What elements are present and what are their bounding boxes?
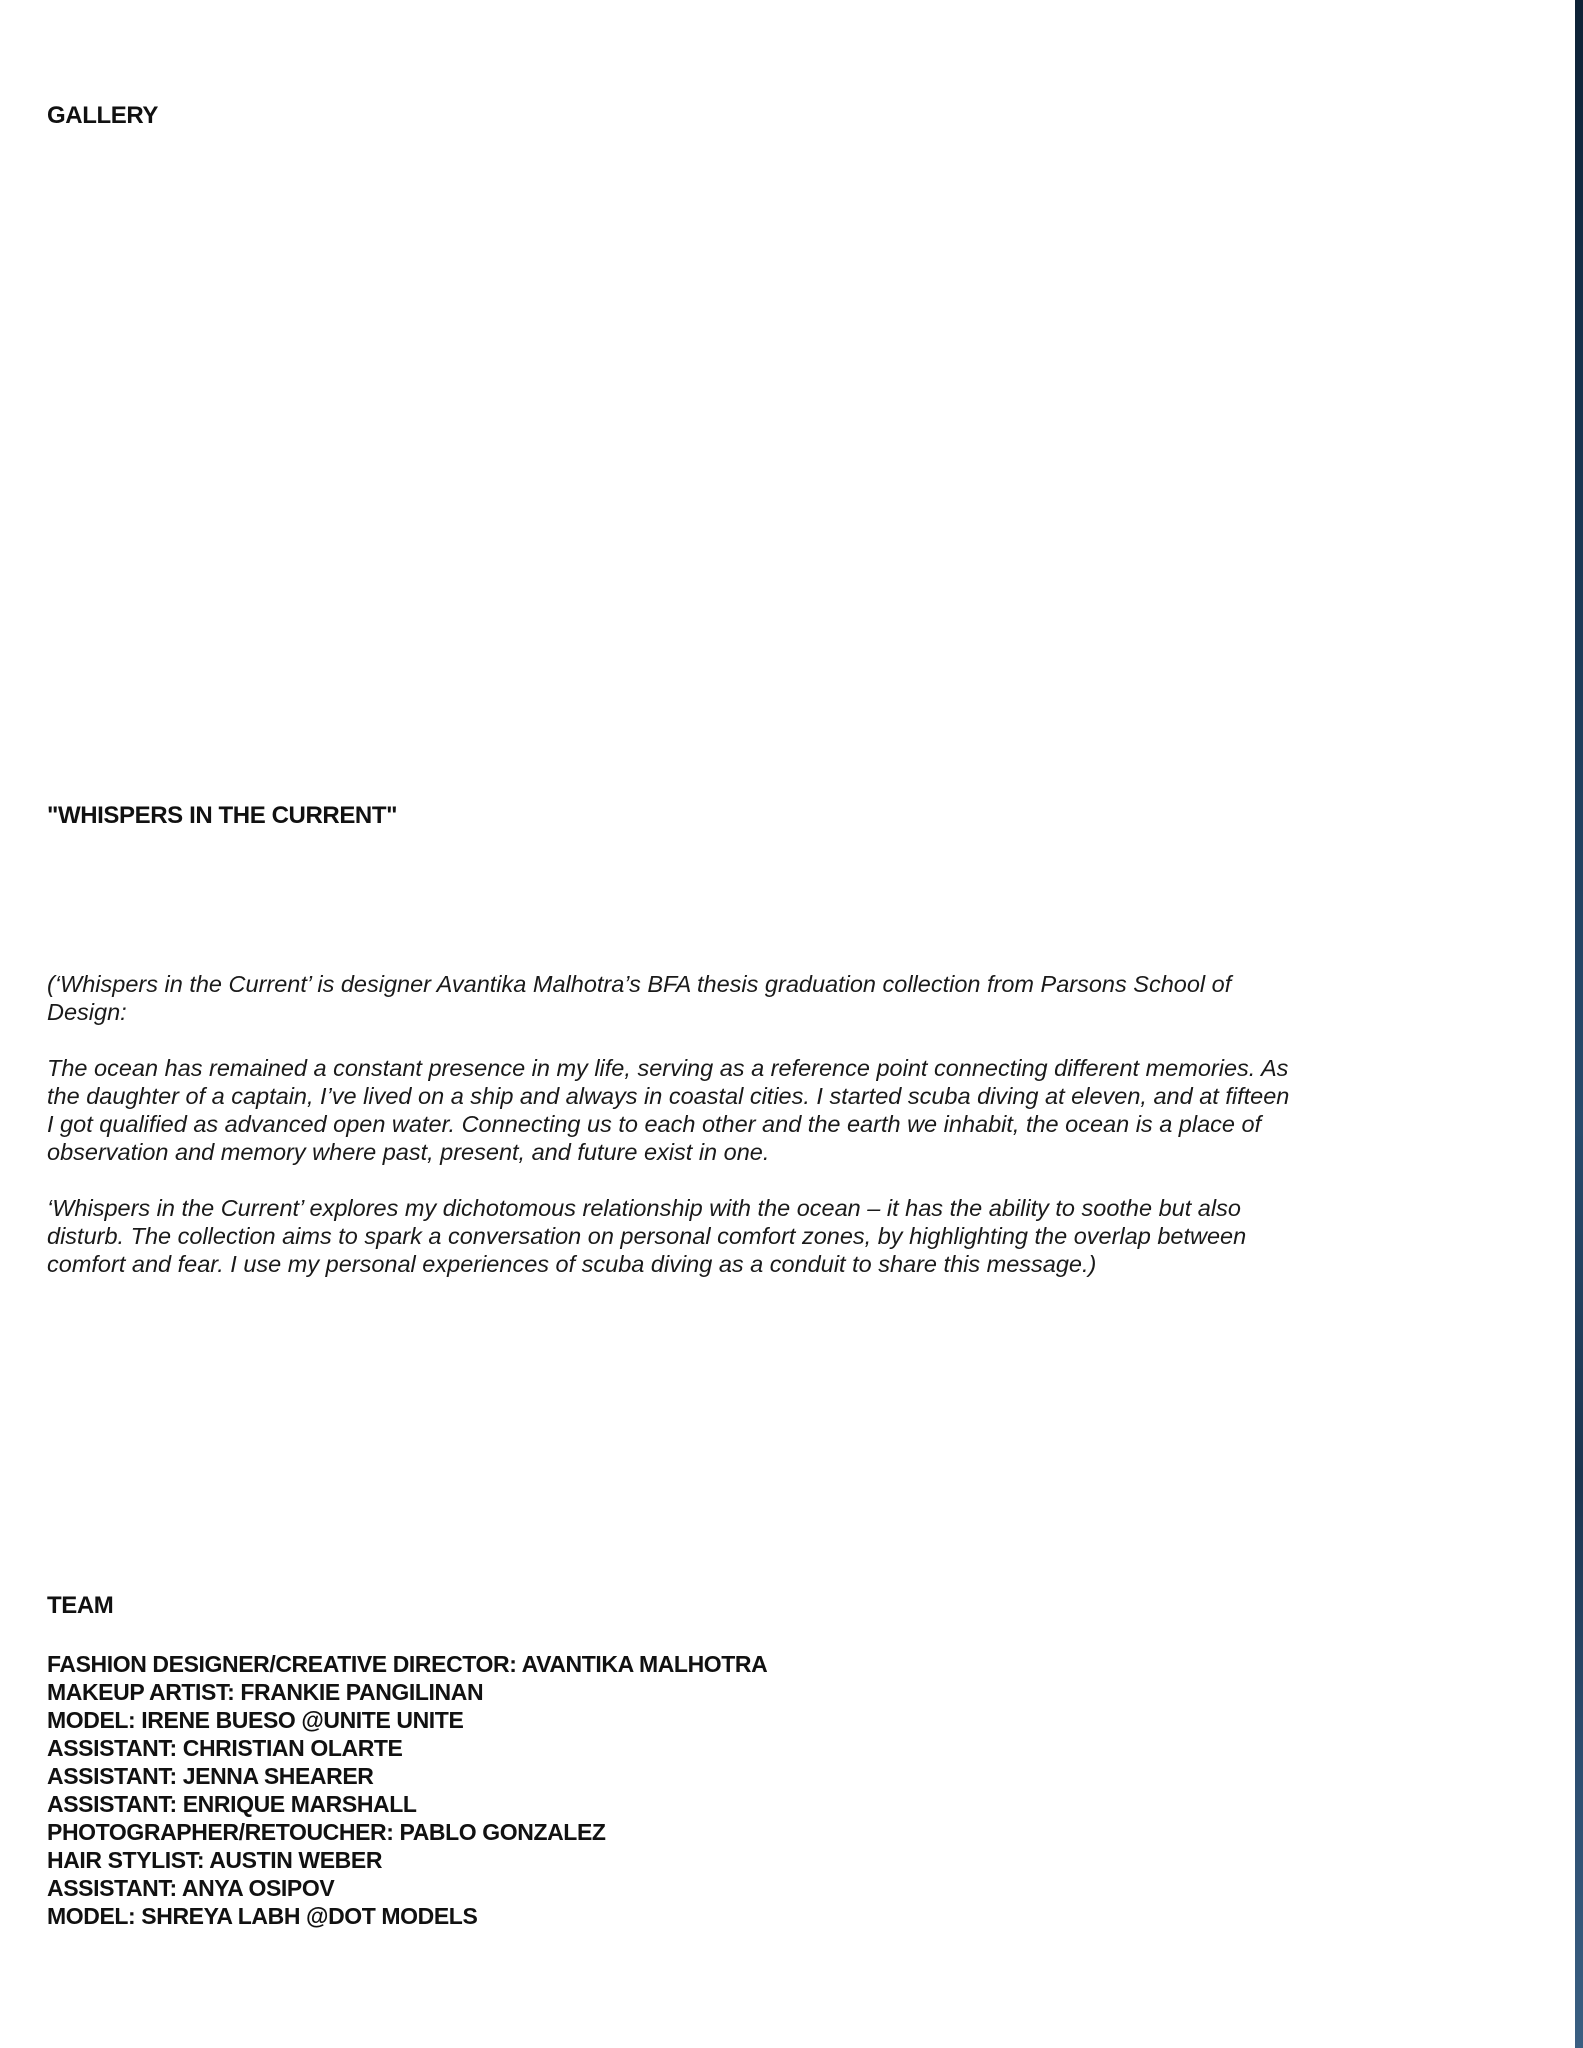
credit-item: MAKEUP ARTIST: FRANKIE PANGILINAN (47, 1679, 484, 1705)
credit-item: HAIR STYLIST: AUSTIN WEBER (47, 1847, 383, 1873)
credit-item: ASSISTANT: ANYA OSIPOV (47, 1875, 335, 1901)
credit-item: ASSISTANT: CHRISTIAN OLARTE (47, 1735, 403, 1761)
statement-paragraph-ocean: The ocean has remained a constant presence in my life, serving as a reference point connecting different memories. As the daughter of a captain, I’ve lived on a ship and always in coastal cities. I started scuba diving at eleven, and at fifteen I got qualified as advanced open water. Connecting us to each other and the earth we inhabit, the ocean is a place of observation and memory where past, present, and future exist in one. (47, 1055, 1290, 1165)
credit-item: ASSISTANT: JENNA SHEARER (47, 1763, 374, 1789)
gallery-heading: GALLERY (47, 102, 158, 129)
team-credits-list (47, 1650, 767, 1930)
statement-paragraph-intro: (‘Whispers in the Current’ is designer Avantika Malhotra’s BFA thesis graduation collection from Parsons School of Design: (47, 971, 1232, 1025)
collection-title: "WHISPERS IN THE CURRENT" (47, 802, 398, 829)
credit-item: PHOTOGRAPHER/RETOUCHER: PABLO GONZALEZ (47, 1819, 606, 1845)
credit-item: MODEL: SHREYA LABH @DOT MODELS (47, 1903, 478, 1929)
photo-edge-strip (1575, 0, 1583, 2048)
credit-item: ASSISTANT: ENRIQUE MARSHALL (47, 1791, 417, 1817)
credit-item: FASHION DESIGNER/CREATIVE DIRECTOR: AVANTIKA MALHOTRA (47, 1651, 768, 1677)
statement-paragraph-collection: ‘Whispers in the Current’ explores my dichotomous relationship with the ocean – it has the ability to soothe but also disturb. The collection aims to spark a conversation on personal comfort zones, by highlighting the overlap between comfort and fear. I use my personal experiences of scuba diving as a conduit to share this message.) (47, 1195, 1247, 1277)
designer-statement (47, 970, 1297, 1278)
credit-item: MODEL: IRENE BUESO @UNITE UNITE (47, 1707, 464, 1733)
team-heading: TEAM (47, 1592, 114, 1619)
